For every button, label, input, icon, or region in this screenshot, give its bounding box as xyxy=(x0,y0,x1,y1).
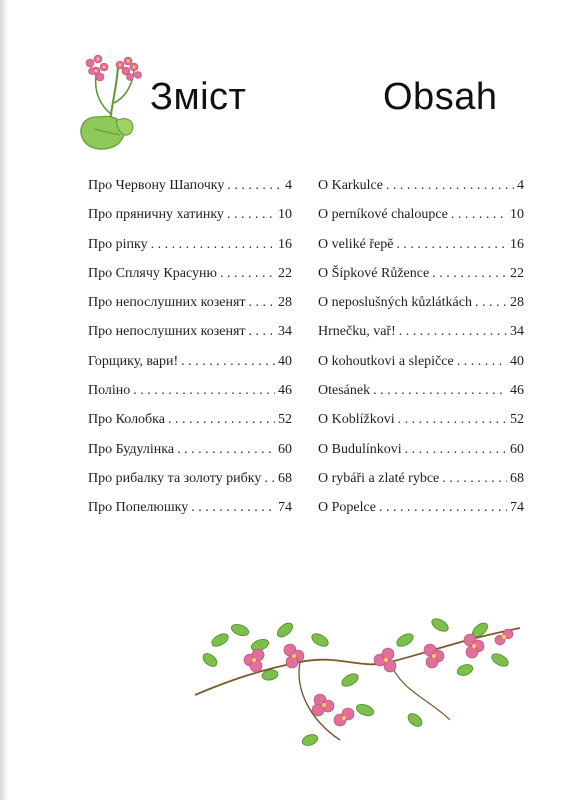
toc-entry-title: Про пряничну хатинку xyxy=(88,207,224,223)
toc-entry-page: 52 xyxy=(278,412,292,428)
dot-leader xyxy=(264,469,275,489)
toc-entry-page: 16 xyxy=(510,236,524,252)
toc-entry-page: 28 xyxy=(510,295,524,311)
toc-entry-title: Про ріпку xyxy=(88,236,148,252)
toc-entry-page: 52 xyxy=(510,412,524,428)
toc-entry[interactable] xyxy=(318,469,524,489)
dot-leader xyxy=(191,498,275,518)
toc-entry[interactable] xyxy=(318,410,524,430)
toc-entry-title: O kohoutkovi a slepičce xyxy=(318,353,454,369)
dot-leader xyxy=(379,498,507,518)
toc-entry-page: 74 xyxy=(278,500,292,516)
toc-entry-title: Про рибалку та золоту рибку xyxy=(88,470,262,486)
toc-entry[interactable] xyxy=(88,410,292,430)
toc-entry-page: 10 xyxy=(278,207,292,223)
page-edge-shadow xyxy=(0,0,8,800)
toc-entry-title: O rybáři a zlaté rybce xyxy=(318,470,440,486)
toc-entry[interactable] xyxy=(318,235,524,255)
toc-entry-page: 46 xyxy=(278,383,292,399)
dot-leader xyxy=(475,293,507,313)
toc-entry[interactable] xyxy=(88,440,292,460)
toc-entry-title: O Koblížkovi xyxy=(318,412,395,428)
toc-entry[interactable] xyxy=(318,264,524,284)
toc-entry[interactable] xyxy=(88,322,292,342)
toc-entry-title: Поліно xyxy=(88,383,131,399)
toc-entry-page: 4 xyxy=(285,178,292,193)
toc-entry-title: Про непослушних козенят xyxy=(88,324,246,340)
toc-entry-page: 34 xyxy=(510,324,524,340)
toc-list-ukrainian xyxy=(88,176,292,528)
toc-entry-page: 40 xyxy=(278,353,292,369)
toc-entry-page: 46 xyxy=(510,383,524,399)
dot-leader xyxy=(451,205,507,225)
dot-leader xyxy=(399,322,507,342)
dot-leader xyxy=(220,264,275,284)
dot-leader xyxy=(177,440,275,460)
toc-entry-page: 28 xyxy=(278,295,292,311)
toc-entry-title: Про Червону Шапочку xyxy=(88,178,225,193)
toc-entry-page: 60 xyxy=(278,441,292,457)
toc-entry-page: 34 xyxy=(278,324,292,340)
toc-entry[interactable] xyxy=(88,264,292,284)
dot-leader xyxy=(386,176,514,196)
toc-entry[interactable] xyxy=(88,352,292,372)
toc-entry-title: Hrnečku, vař! xyxy=(318,324,396,340)
toc-entry-title: O Šípkové Růžence xyxy=(318,265,430,281)
toc-entry[interactable] xyxy=(88,381,292,401)
dot-leader xyxy=(457,352,507,372)
toc-entry[interactable] xyxy=(318,498,524,518)
toc-entry-page: 40 xyxy=(510,353,524,369)
dot-leader xyxy=(227,205,275,225)
toc-entry[interactable] xyxy=(88,235,292,255)
toc-entry-page: 22 xyxy=(278,265,292,281)
pink-flower-sprig-icon xyxy=(70,45,150,155)
toc-entry-page: 16 xyxy=(278,236,292,252)
toc-list-czech xyxy=(318,176,524,528)
toc-entry-title: Про Будулінка xyxy=(88,441,175,457)
dot-leader xyxy=(373,381,507,401)
toc-entry-page: 22 xyxy=(510,265,524,281)
toc-entry-title: O Popelce xyxy=(318,500,376,516)
dot-leader xyxy=(249,322,275,342)
toc-entry-page: 68 xyxy=(278,470,292,486)
dot-leader xyxy=(168,410,275,430)
toc-entry[interactable] xyxy=(318,440,524,460)
dot-leader xyxy=(181,352,275,372)
toc-entry[interactable] xyxy=(318,352,524,372)
toc-entry[interactable] xyxy=(318,293,524,313)
toc-entry[interactable] xyxy=(88,293,292,313)
dot-leader xyxy=(432,264,507,284)
toc-entry[interactable] xyxy=(88,176,292,196)
toc-entry-page: 74 xyxy=(510,500,524,516)
toc-entry-page: 4 xyxy=(517,178,524,193)
toc-entry-title: Про Попелюшку xyxy=(88,500,189,516)
dot-leader xyxy=(405,440,507,460)
toc-entry-page: 10 xyxy=(510,207,524,223)
dot-leader xyxy=(442,469,507,489)
dot-leader xyxy=(151,235,275,255)
dot-leader xyxy=(133,381,275,401)
toc-entry-title: O perníkové chaloupce xyxy=(318,207,448,223)
toc-entry[interactable] xyxy=(88,469,292,489)
toc-entry-title: Otesánek xyxy=(318,383,371,399)
toc-entry-title: O Budulínkovi xyxy=(318,441,402,457)
toc-entry[interactable] xyxy=(318,322,524,342)
toc-entry[interactable] xyxy=(318,381,524,401)
dot-leader xyxy=(396,235,507,255)
toc-entry-title: Про непослушних козенят xyxy=(88,295,246,311)
toc-entry-page: 68 xyxy=(510,470,524,486)
flowering-vine-icon xyxy=(190,600,530,760)
title-czech: Obsah xyxy=(383,76,498,118)
toc-entry-title: Про Сплячу Красуню xyxy=(88,265,217,281)
toc-entry[interactable] xyxy=(88,205,292,225)
toc-entry-title: O veliké řepě xyxy=(318,236,394,252)
toc-entry-title: O Karkulce xyxy=(318,178,383,193)
toc-entry-title: O neposlušných kůzlátkách xyxy=(318,295,472,311)
toc-entry-title: Горщику, вари! xyxy=(88,353,179,369)
toc-entry-page: 60 xyxy=(510,441,524,457)
toc-entry[interactable] xyxy=(88,498,292,518)
toc-entry[interactable] xyxy=(318,205,524,225)
title-ukrainian: Зміст xyxy=(150,76,247,118)
toc-entry-title: Про Колобка xyxy=(88,412,165,428)
dot-leader xyxy=(249,293,275,313)
toc-entry[interactable] xyxy=(318,176,524,196)
dot-leader xyxy=(227,176,282,196)
dot-leader xyxy=(398,410,507,430)
